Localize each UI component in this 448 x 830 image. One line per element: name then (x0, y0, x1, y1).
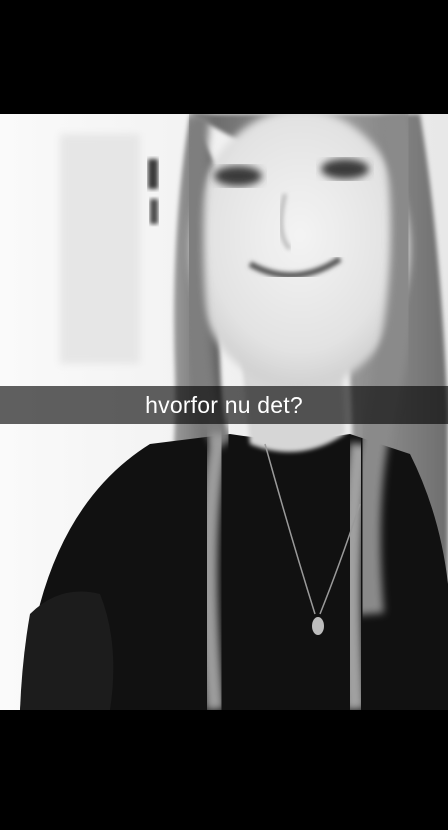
caption-bar (0, 386, 448, 424)
door-frame (60, 134, 140, 364)
top-letterbox (0, 0, 448, 114)
right-eye (321, 159, 369, 179)
hair-strand-lower-right (351, 444, 360, 710)
face (190, 114, 410, 389)
necklace-pendant (312, 617, 324, 635)
caption-text: hvorfor nu det? (145, 392, 303, 418)
door-hinge-bottom (150, 199, 158, 224)
door-hinge-top (148, 159, 158, 189)
left-eye (214, 166, 262, 186)
bottom-letterbox (0, 710, 448, 830)
